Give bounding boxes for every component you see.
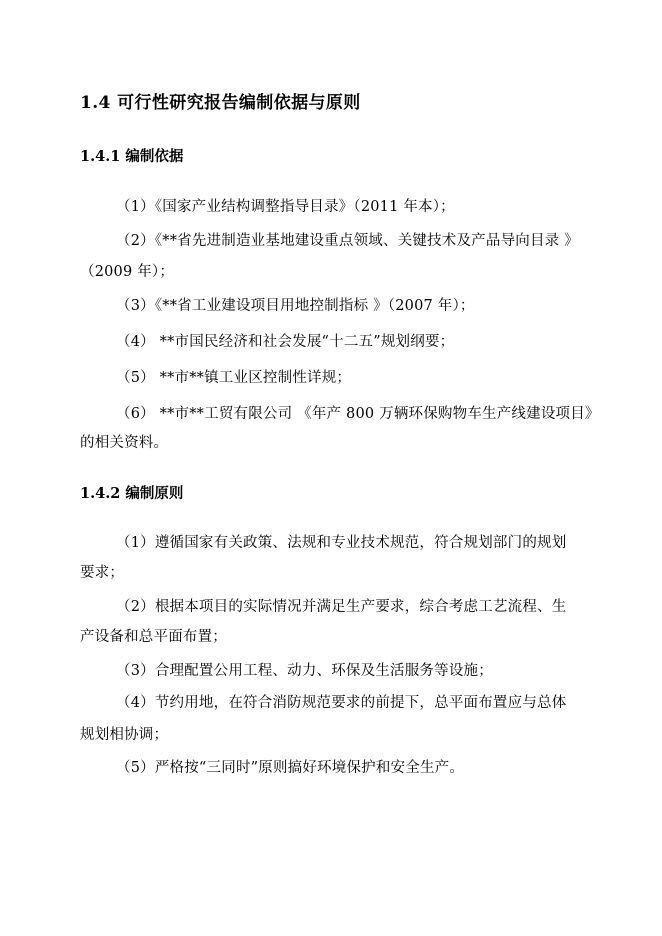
basis-line-5: （5） **市**镇工业区控制性详规； [116,370,352,386]
principles-line-1: （1）遵循国家有关政策、法规和专业技术规范，符合规划部门的规划 [116,535,567,551]
principles-line-2: （2）根据本项目的实际情况并满足生产要求，综合考虑工艺流程、生 [116,599,567,615]
basis-line-2-cont: （2009 年）； [80,264,175,280]
basis-line-6-cont: 的相关资料。 [80,435,169,451]
principles-line-1-cont: 要求； [80,565,125,581]
principles-line-4-cont: 规划相协调； [80,727,169,743]
basis-line-1: （1）《国家产业结构调整指导目录》（2011 年本）； [116,199,455,215]
basis-line-3: （3）《**省工业建设项目用地控制指标 》（2007 年）； [116,298,475,314]
principles-line-2-cont: 产设备和总平面布置； [80,629,227,645]
basis-heading: 1.4.1 编制依据 [80,148,184,165]
principles-line-3: （3）合理配置公用工程、动力、环保及生活服务等设施； [116,663,493,679]
basis-line-6: （6） **市**工贸有限公司 《年产 800 万辆环保购物车生产线建设项目》 [116,406,600,422]
basis-line-4: （4） **市国民经济和社会发展“十二五”规划纲要； [116,334,455,350]
principles-heading: 1.4.2 编制原则 [80,485,184,502]
section-title: 1.4 可行性研究报告编制依据与原则 [80,93,361,113]
principles-line-5: （5）严格按“三同时”原则搞好环境保护和安全生产。 [116,760,465,776]
basis-line-2: （2）《**省先进制造业基地建设重点领域、关键技术及产品导向目录 》 [116,233,579,249]
principles-line-4: （4）节约用地，在符合消防规范要求的前提下，总平面布置应与总体 [116,695,567,711]
